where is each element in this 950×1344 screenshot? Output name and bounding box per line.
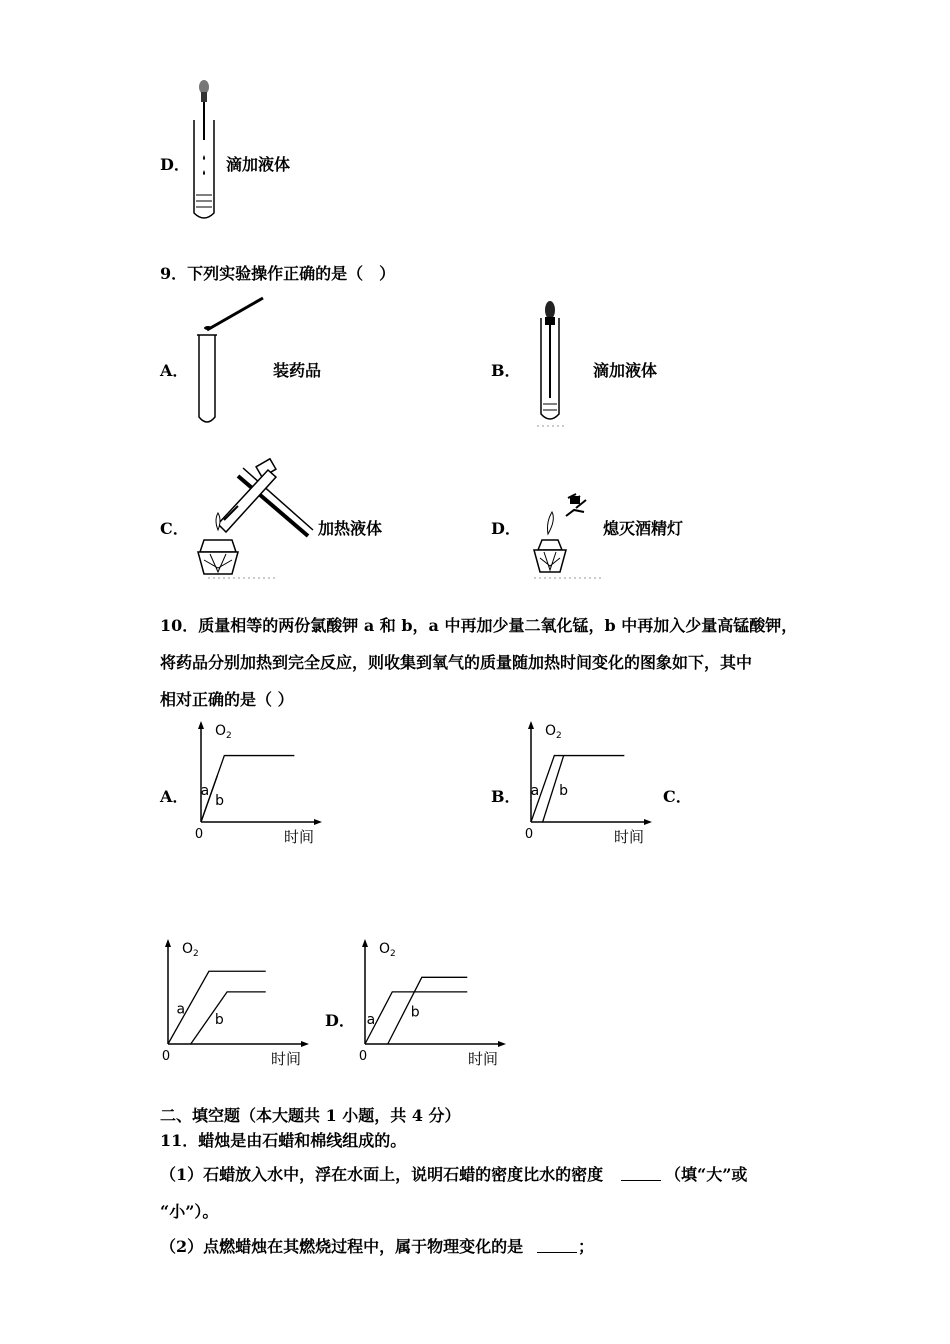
x-axis-label: 时间 bbox=[271, 1050, 302, 1068]
q10-stem-line-2: 将药品分别加热到完全反应，则收集到氧气的质量随加热时间变化的图象如下，其中 bbox=[160, 653, 753, 672]
y-axis-label: $O_2$ bbox=[545, 723, 562, 741]
x-axis-arrow bbox=[498, 1041, 506, 1047]
q10-stem-line-1: 10．质量相等的两份氯酸钾 a 和 b，a 中再加少量二氧化锰，b 中再加入少量高锰酸钾， bbox=[160, 616, 798, 635]
q8-option-d-letter: D． bbox=[160, 155, 190, 174]
test-tube-spatula-illustration bbox=[195, 295, 270, 430]
q11-part2-suffix: ； bbox=[578, 1237, 595, 1256]
q9-stem: 9．下列实验操作正确的是（ ） bbox=[160, 264, 396, 283]
q10-option-c-letter: C． bbox=[663, 787, 692, 806]
y-axis-label: $O_2$ bbox=[379, 941, 396, 959]
q9-option-b-letter: B． bbox=[491, 361, 521, 380]
series-b-label: b bbox=[410, 1004, 420, 1021]
series-b-line bbox=[388, 977, 468, 1044]
q11-part2-text: （2）点燃蜡烛在其燃烧过程中，属于物理变化的是 bbox=[160, 1237, 524, 1256]
x-axis-label: 时间 bbox=[614, 828, 645, 846]
chart-option-c bbox=[155, 940, 300, 1075]
heating-liquid-illustration bbox=[188, 458, 318, 583]
y-axis-arrow bbox=[362, 939, 368, 947]
chart-option-a bbox=[188, 718, 328, 848]
x-axis-label: 时间 bbox=[284, 828, 315, 846]
dropper-in-tube-illustration bbox=[185, 75, 225, 225]
q9-option-a-label: 装药品 bbox=[273, 361, 322, 380]
q9-option-d-letter: D． bbox=[491, 519, 521, 538]
q11-stem: 11．蜡烛是由石蜡和棉线组成的。 bbox=[160, 1131, 407, 1150]
origin-label: 0 bbox=[194, 827, 204, 842]
x-axis-arrow bbox=[301, 1041, 309, 1047]
series-a-label: a bbox=[176, 1001, 186, 1018]
q9-option-d-label: 熄灭酒精灯 bbox=[603, 519, 684, 538]
series-a-line bbox=[201, 756, 294, 822]
q10-option-d-letter: D． bbox=[325, 1011, 355, 1030]
x-axis-arrow bbox=[314, 819, 322, 825]
q9-option-c-label: 加热液体 bbox=[318, 519, 383, 538]
q9-option-b-label: 滴加液体 bbox=[593, 361, 658, 380]
y-axis-arrow bbox=[528, 721, 534, 729]
q9-option-c-letter: C． bbox=[160, 519, 189, 538]
y-axis-arrow bbox=[165, 939, 171, 947]
section-2-header: 二、填空题（本大题共 1 小题，共 4 分） bbox=[160, 1106, 461, 1125]
series-b-label: b bbox=[214, 1011, 224, 1028]
x-axis-label: 时间 bbox=[468, 1050, 499, 1068]
extinguish-alcohol-lamp-illustration bbox=[528, 490, 608, 582]
origin-label: 0 bbox=[524, 827, 534, 842]
chart-option-d bbox=[352, 940, 497, 1075]
y-axis-label: $O_2$ bbox=[182, 941, 199, 959]
q10-stem-line-3: 相对正确的是（ ） bbox=[160, 690, 294, 709]
series-a-line bbox=[531, 756, 624, 822]
series-a-label: a bbox=[366, 1011, 376, 1028]
series-a-label: a bbox=[200, 782, 210, 799]
x-axis-arrow bbox=[644, 819, 652, 825]
origin-label: 0 bbox=[358, 1049, 368, 1064]
series-b-line bbox=[191, 992, 266, 1044]
series-a-label: a bbox=[530, 782, 540, 799]
q9-option-a-letter: A． bbox=[160, 361, 189, 380]
series-b-label: b bbox=[215, 792, 225, 809]
series-b-label: b bbox=[559, 782, 569, 799]
q11-part2-answer-blank[interactable] bbox=[537, 1252, 577, 1253]
q11-part1-text: （1）石蜡放入水中，浮在水面上，说明石蜡的密度比水的密度 bbox=[160, 1165, 604, 1184]
q10-option-a-letter: A． bbox=[160, 787, 189, 806]
q11-part1-suffix: （填“大”或 bbox=[665, 1165, 748, 1184]
q10-option-b-letter: B． bbox=[491, 787, 521, 806]
chart-option-b bbox=[518, 718, 658, 848]
origin-label: 0 bbox=[161, 1049, 171, 1064]
dropper-inside-tube-illustration bbox=[533, 298, 573, 428]
q8-option-d-label: 滴加液体 bbox=[226, 155, 291, 174]
y-axis-label: $O_2$ bbox=[215, 723, 232, 741]
y-axis-arrow bbox=[198, 721, 204, 729]
q11-part1-line2: “小”）。 bbox=[160, 1202, 219, 1221]
q11-part1-answer-blank[interactable] bbox=[621, 1180, 661, 1181]
